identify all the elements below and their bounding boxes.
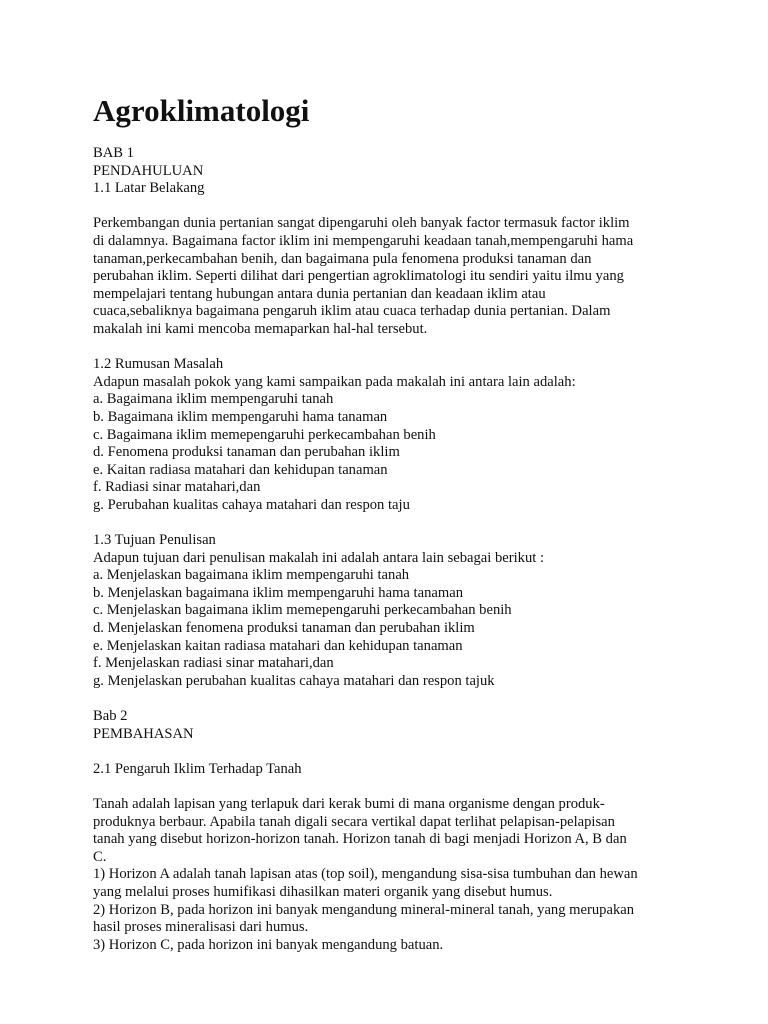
list-item: b. Bagaimana iklim mempengaruhi hama tanaman [93,408,388,425]
list-item: a. Menjelaskan bagaimana iklim mempengaruhi tanah [93,567,410,584]
paragraph-line: mempelajari tentang hubungan antara dunia pertanian dan keadaan iklim atau [93,285,546,302]
paragraph-line: makalah ini kami mencoba memaparkan hal-hal tersebut. [93,320,428,337]
paragraph-line: yang melalui proses humifikasi dihasilkan materi organik yang disebut humus. [93,883,553,900]
list-item: b. Menjelaskan bagaimana iklim mempengaruhi hama tanaman [93,584,463,601]
list-item: d. Fenomena produksi tanaman dan perubahan iklim [93,444,400,461]
paragraph-line: 3) Horizon C, pada horizon ini banyak mengandung batuan. [93,936,444,953]
document-body [93,145,683,954]
intro-paragraph [93,215,683,338]
paragraph-line: tanah yang disebut horizon-horizon tanah. Horizon tanah di bagi menjadi Horizon A, B dan [93,831,627,848]
chapter-heading: PENDAHULUAN [93,162,204,179]
paragraph-line: tanaman,perkecambahan benih, dan bagaimana pula fenomena produksi tanaman dan [93,250,592,267]
section-heading: 1.3 Tujuan Penulisan [93,532,216,549]
section-heading: 1.2 Rumusan Masalah [93,356,224,373]
list-intro: Adapun masalah pokok yang kami sampaikan pada makalah ini antara lain adalah: [93,373,576,390]
document-title: Agroklimatologi [93,93,310,128]
paragraph-line: Perkembangan dunia pertanian sangat dipengaruhi oleh banyak factor termasuk factor iklim [93,215,630,232]
paragraph-line: produknya berbaur. Apabila tanah digali secara vertikal dapat terlihat pelapisan-pelapisan [93,813,615,830]
paragraph-line: C. [93,848,107,865]
chapter-label: BAB 1 [93,145,134,161]
paragraph-line: cuaca,sebaliknya bagaimana pengaruh iklim atau cuaca terhadap dunia pertanian. Dalam [93,303,611,320]
list-item: d. Menjelaskan fenomena produksi tanaman dan perubahan iklim [93,620,475,637]
paragraph-line: perubahan iklim. Seperti dilihat dari pengertian agroklimatologi itu sendiri yaitu ilmu yang [93,268,624,285]
list-item: a. Bagaimana iklim mempengaruhi tanah [93,391,334,408]
section-heading: 1.1 Latar Belakang [93,180,205,197]
rumusan-list [93,391,683,514]
list-item: f. Radiasi sinar matahari,dan [93,479,261,496]
list-item: f. Menjelaskan radiasi sinar matahari,dan [93,655,334,672]
paragraph-line: Tanah adalah lapisan yang terlapuk dari kerak bumi di mana organisme dengan produk- [93,795,605,812]
list-item: c. Menjelaskan bagaimana iklim memepengaruhi perkecambahan benih [93,602,512,619]
chapter-label: Bab 2 [93,708,128,724]
tujuan-list [93,567,683,690]
list-item: g. Perubahan kualitas cahaya matahari dan respon taju [93,496,410,513]
paragraph-line: hasil proses mineralisasi dari humus. [93,919,309,936]
list-intro: Adapun tujuan dari penulisan makalah ini adalah antara lain sebagai berikut : [93,549,545,566]
tanah-paragraph [93,796,683,954]
chapter-heading: PEMBAHASAN [93,725,194,742]
paragraph-line: 2) Horizon B, pada horizon ini banyak mengandung mineral-mineral tanah, yang merupakan [93,901,635,918]
paragraph-line: di dalamnya. Bagaimana factor iklim ini mempengaruhi keadaan tanah,mempengaruhi hama [93,232,634,249]
list-item: g. Menjelaskan perubahan kualitas cahaya matahari dan respon tajuk [93,672,495,689]
section-heading: 2.1 Pengaruh Iklim Terhadap Tanah [93,760,302,777]
paragraph-line: 1) Horizon A adalah tanah lapisan atas (top soil), mengandung sisa-sisa tumbuhan dan hewan [93,866,638,883]
list-item: e. Kaitan radiasa matahari dan kehidupan tanaman [93,461,388,478]
list-item: e. Menjelaskan kaitan radiasa matahari dan kehidupan tanaman [93,637,463,654]
list-item: c. Bagaimana iklim memepengaruhi perkecambahan benih [93,426,436,443]
